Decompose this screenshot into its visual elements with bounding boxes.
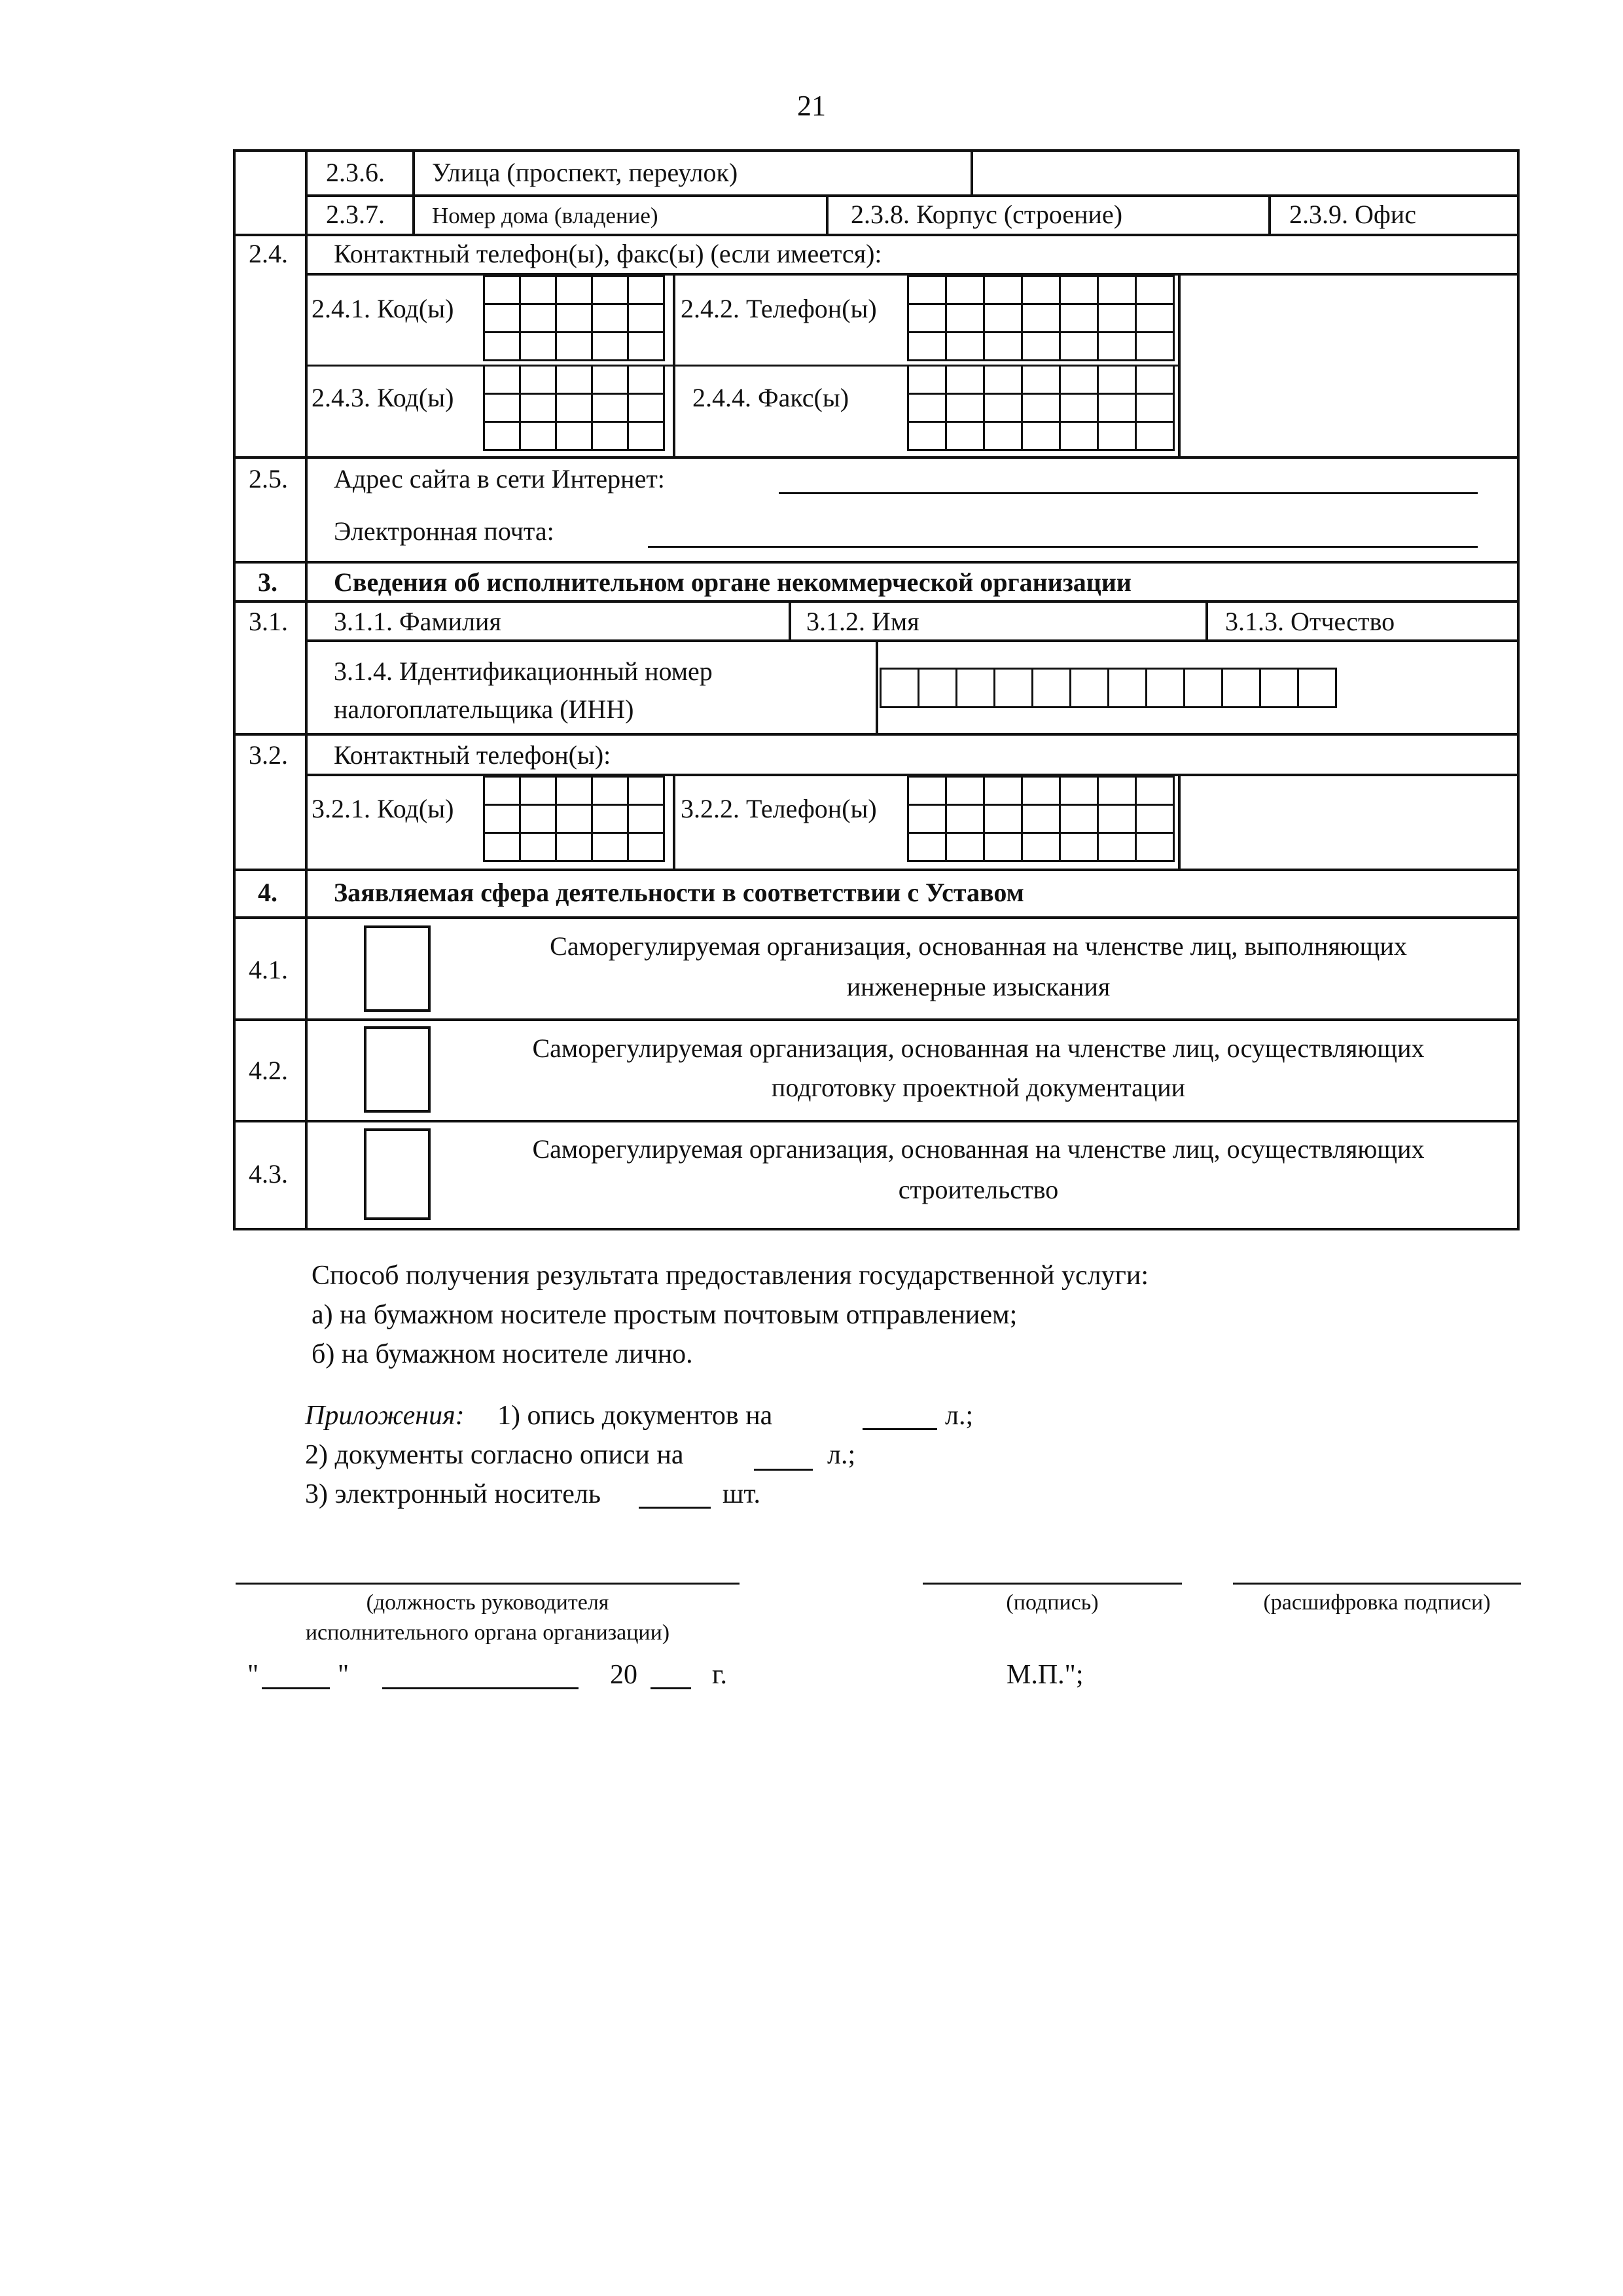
attachment-2-text: 2) документы согласно описи на <box>305 1440 684 1470</box>
attachment-2-unit: л.; <box>827 1440 856 1470</box>
office-label: 2.3.9. Офис <box>1289 200 1416 229</box>
street-label: Улица (проспект, переулок) <box>432 158 738 187</box>
phone-grid[interactable] <box>907 275 1175 361</box>
contact-phone-fax-label: Контактный телефон(ы), факс(ы) (если имеется): <box>334 239 882 268</box>
executive-code-label: 3.2.1. Код(ы) <box>312 794 454 823</box>
date-month-line[interactable] <box>382 1687 579 1689</box>
website-label: Адрес сайта в сети Интернет: <box>334 464 665 493</box>
row-4-number: 4. <box>258 878 277 907</box>
house-number-label: Номер дома (владение) <box>432 203 658 228</box>
phone-label: 2.4.2. Телефон(ы) <box>681 294 877 323</box>
code-2-label: 2.4.3. Код(ы) <box>312 383 454 412</box>
building-label: 2.3.8. Корпус (строение) <box>851 200 1123 229</box>
code-1-label: 2.4.1. Код(ы) <box>312 294 454 323</box>
row-4-2-number: 4.2. <box>249 1056 288 1085</box>
attachment-3-unit: шт. <box>722 1479 761 1509</box>
date-year-suffix: г. <box>712 1660 727 1690</box>
attachment-1-pages-line[interactable] <box>863 1428 937 1430</box>
attachment-1-unit: л.; <box>945 1401 974 1431</box>
option-4-3-line1: Саморегулируемая организация, основанная на членстве лиц, осуществляющих <box>532 1134 1425 1164</box>
attachment-1-text: 1) опись документов на <box>497 1401 773 1431</box>
position-caption-line1: (должность руководителя <box>366 1590 609 1615</box>
signature-caption: (подпись) <box>1006 1590 1099 1615</box>
executive-code-grid[interactable] <box>483 776 665 862</box>
attachments-label: Приложения: <box>305 1401 465 1431</box>
row-3-number: 3. <box>258 567 277 597</box>
position-signature-line[interactable] <box>236 1583 740 1585</box>
code-2-grid[interactable] <box>483 365 665 451</box>
executive-phone-number-label: 3.2.2. Телефон(ы) <box>681 794 877 823</box>
email-label: Электронная почта: <box>334 516 554 546</box>
activity-scope-heading: Заявляемая сфера деятельности в соответствии с Уставом <box>334 878 1024 907</box>
inn-grid[interactable] <box>880 668 1337 708</box>
checkbox-design-documentation[interactable] <box>364 1026 431 1113</box>
delivery-method-title: Способ получения результата предоставления государственной услуги: <box>312 1261 1149 1291</box>
executive-phone-grid[interactable] <box>907 776 1175 862</box>
executive-section-heading: Сведения об исполнительном органе некоммерческой организации <box>334 567 1132 597</box>
row-4-1-number: 4.1. <box>249 955 288 984</box>
row-2-3-7-number: 2.3.7. <box>326 200 385 229</box>
delivery-option-a: а) на бумажном носителе простым почтовым отправлением; <box>312 1300 1018 1330</box>
row-4-3-number: 4.3. <box>249 1159 288 1189</box>
row-2-3-6-number: 2.3.6. <box>326 158 385 187</box>
row-3-2-number: 3.2. <box>249 740 288 770</box>
option-4-3-line2: строительство <box>898 1175 1059 1204</box>
checkbox-construction[interactable] <box>364 1128 431 1220</box>
street-input[interactable] <box>975 153 1516 192</box>
date-day-line[interactable] <box>262 1687 330 1689</box>
patronymic-label: 3.1.3. Отчество <box>1225 607 1395 636</box>
row-2-4-number: 2.4. <box>249 239 288 268</box>
date-year-prefix: 20 <box>610 1660 637 1690</box>
date-year-line[interactable] <box>651 1687 691 1689</box>
row-3-1-number: 3.1. <box>249 607 288 636</box>
signature-line[interactable] <box>923 1583 1182 1585</box>
fax-grid[interactable] <box>907 365 1175 451</box>
inn-label-line2: налогоплательщика (ИНН) <box>334 694 634 724</box>
position-caption-line2: исполнительного органа организации) <box>305 1621 670 1645</box>
code-1-grid[interactable] <box>483 275 665 361</box>
attachment-3-text: 3) электронный носитель <box>305 1479 601 1509</box>
page-number: 21 <box>797 90 826 122</box>
name-label: 3.1.2. Имя <box>806 607 919 636</box>
stamp-placeholder: М.П."; <box>1007 1660 1084 1690</box>
email-input-line[interactable] <box>648 546 1478 548</box>
fax-label: 2.4.4. Факс(ы) <box>692 383 849 412</box>
surname-label: 3.1.1. Фамилия <box>334 607 501 636</box>
row-2-5-number: 2.5. <box>249 464 288 493</box>
option-4-1-line1: Саморегулируемая организация, основанная на членстве лиц, выполняющих <box>550 931 1407 961</box>
option-4-2-line2: подготовку проектной документации <box>771 1073 1186 1102</box>
option-4-2-line1: Саморегулируемая организация, основанная на членстве лиц, осуществляющих <box>532 1033 1425 1063</box>
delivery-option-b: б) на бумажном носителе лично. <box>312 1339 693 1369</box>
attachment-3-count-line[interactable] <box>639 1507 711 1509</box>
website-input-line[interactable] <box>779 492 1478 494</box>
executive-phone-label: Контактный телефон(ы): <box>334 740 611 770</box>
option-4-1-line2: инженерные изыскания <box>846 972 1111 1001</box>
attachment-2-pages-line[interactable] <box>754 1469 813 1471</box>
inn-label-line1: 3.1.4. Идентификационный номер <box>334 656 713 686</box>
date-quote-close: " <box>338 1660 349 1690</box>
checkbox-engineering-surveys[interactable] <box>364 925 431 1012</box>
signature-decode-line[interactable] <box>1233 1583 1521 1585</box>
signature-decode-caption: (расшифровка подписи) <box>1263 1590 1491 1615</box>
date-quote-open: " <box>247 1660 259 1690</box>
